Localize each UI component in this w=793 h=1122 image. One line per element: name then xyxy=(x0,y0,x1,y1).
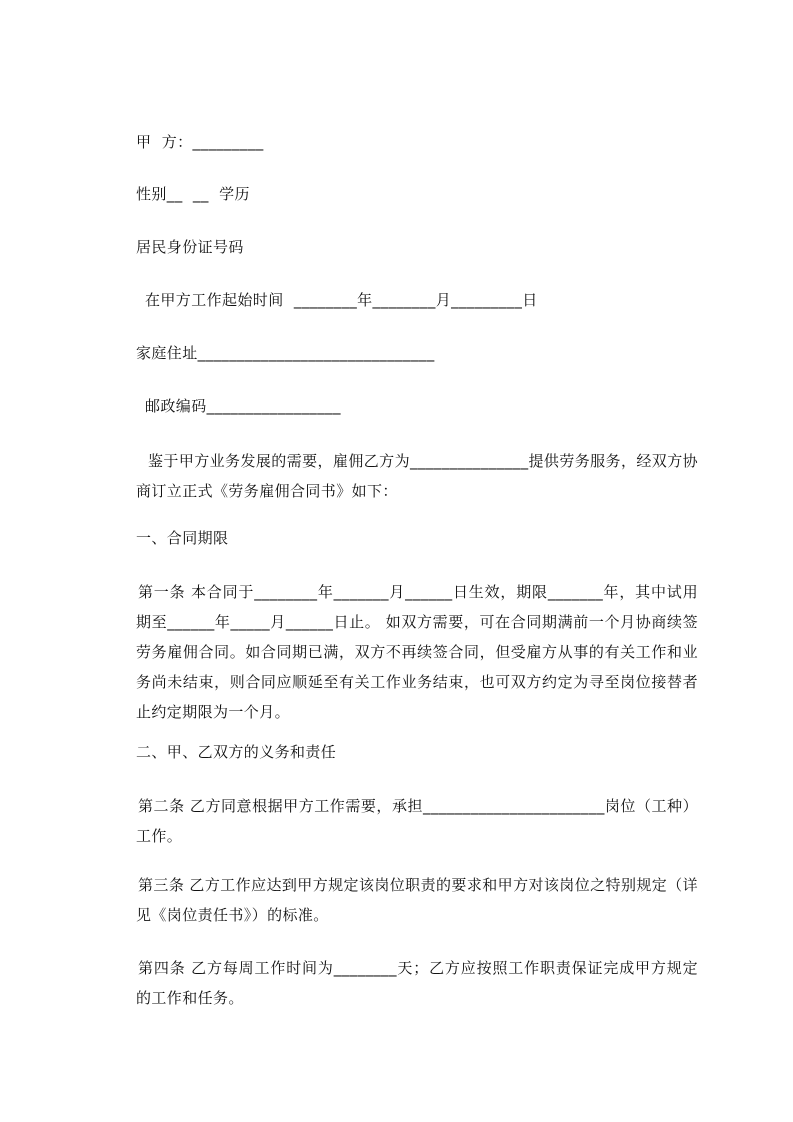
intro-paragraph xyxy=(136,446,698,506)
gender-education-field: 性别__ __ 学历 xyxy=(136,185,250,203)
article-2-paragraph xyxy=(136,791,698,851)
article-3-paragraph xyxy=(136,870,698,930)
postal-code-field: 邮政编码_________________ xyxy=(145,397,341,415)
article-3-text: 第三条 乙方工作应达到甲方规定该岗位职责的要求和甲方对该岗位之特别规定（详见《岗位责任书》）的标准。 xyxy=(136,876,698,924)
article-4-text: 第四条 乙方每周工作时间为________天；乙方应按照工作职责保证完成甲方规定的工作和任务。 xyxy=(136,959,698,1007)
section-2-title: 二、甲、乙双方的义务和责任 xyxy=(136,743,337,761)
id-number-field: 居民身份证号码 xyxy=(136,238,244,256)
article-4-paragraph xyxy=(136,953,698,1013)
address-field: 家庭住址______________________________ xyxy=(136,344,435,362)
article-1-paragraph xyxy=(136,577,698,727)
article-2-text: 第二条 乙方同意根据甲方工作需要，承担_______________________岗位（工种）工作。 xyxy=(136,797,698,845)
intro-text: 鉴于甲方业务发展的需要，雇佣乙方为_______________提供劳务服务，经双方协商订立正式《劳务雇佣合同书》如下： xyxy=(136,452,698,500)
section-1-title: 一、合同期限 xyxy=(136,529,229,547)
party-a-field: 甲 方：_________ xyxy=(136,133,264,151)
article-1-text: 第一条 本合同于________年_______月______日生效，期限_______年，其中试用期至______年_____月______日止。 如双方需要，可在合同期满前一个月协商续签劳务雇佣合同。如合同期已满，双方不再续签合同，但受雇方从事的有关工作和业务尚未结束，则合同应顺延至有关工作业务结束，也可双方约定为寻至岗位接替者止约定期限为一个月。 xyxy=(136,583,698,721)
start-date-field: 在甲方工作起始时间 ________年________月_________日 xyxy=(145,291,538,309)
